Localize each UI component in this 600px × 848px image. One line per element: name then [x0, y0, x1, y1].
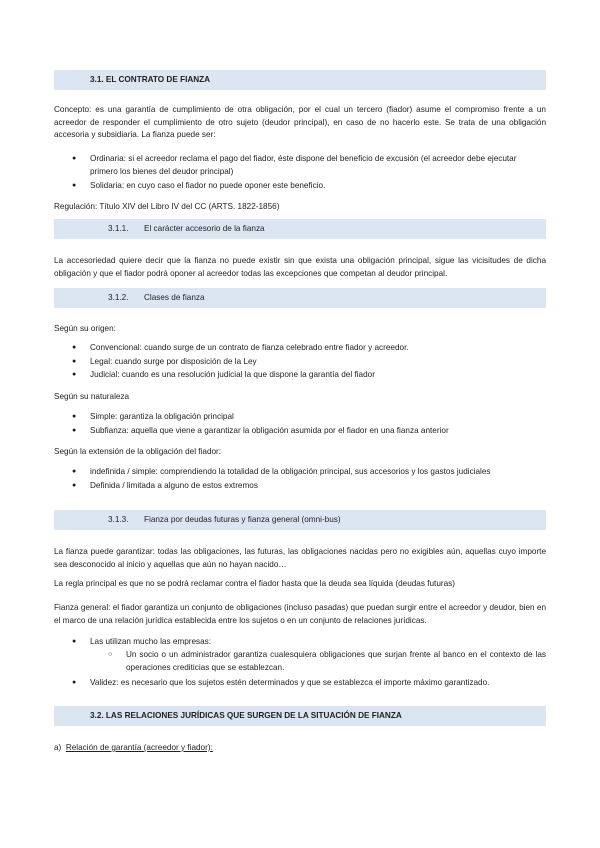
bullet-icon: ●	[72, 344, 77, 351]
section-heading-3-2	[54, 706, 546, 726]
list-item-text: Solidaria: en cuyo caso el fiador no puede oponer este beneficio.	[90, 181, 326, 190]
list-item-text: Judicial: cuando es una resolución judicial la que dispone la garantía del fiador	[90, 370, 375, 379]
sub-list-item	[108, 649, 546, 674]
segun-origen-label: Según su origen:	[54, 324, 116, 333]
list-item	[72, 425, 449, 438]
list-item-text: Las utilizan mucho las empresas:	[90, 637, 212, 646]
list-item-text: Convencional: cuando surge de un contrato de fianza celebrado entre fiador y acreedor.	[90, 343, 409, 352]
circle-bullet-icon: ○	[108, 651, 113, 658]
section-heading-3-1-3	[54, 510, 546, 530]
list-item	[72, 480, 258, 493]
section-heading-3-1-2	[54, 288, 546, 308]
list-item-text: Validez: es necesario que los sujetos estén determinados y que se establezca el importe máximo garantizado.	[90, 678, 490, 687]
regla-paragraph: La regla principal es que no se podrá reclamar contra el fiador hasta que la deuda sea líquida (deudas futuras)	[54, 579, 455, 588]
bullet-icon: ●	[72, 482, 77, 489]
bullet-icon: ●	[72, 413, 77, 420]
accesoriedad-paragraph: La accesoriedad quiere decir que la fianza no puede existir sin que exista una obligación principal, sigue las vicisitudes de dicha obligación y que el fiador podrá oponer al acreedor todas las excepciones que competan al deudor principal.	[54, 256, 546, 278]
concepto-paragraph: Concepto: es una garantía de cumplimiento de otra obligación, por el cual un tercero (fiador) asume el compromiso frente a un acreedor de responder el cumplimiento de otro sujeto (deudor principal), en caso de no hacerlo este. Se trata de una obligación accesoria y subsidiaria. La fianza puede ser:	[54, 105, 546, 140]
fianza-general-paragraph: Fianza general: el fiador garantiza un conjunto de obligaciones (incluso pasadas) que puedan surgir entre el acreedor y deudor, bien en el marco de una relación jurídica establecida entre los sujetos o en un conjunto de relaciones jurídicas.	[54, 603, 546, 625]
list-item	[72, 369, 375, 382]
list-item-text: Un socio o un administrador garantiza cualesquiera obligaciones que surjan frente al banco en el contexto de las operaciones crediticias que se establezcan.	[126, 650, 546, 672]
relacion-a-line	[54, 742, 213, 754]
list-item	[72, 180, 546, 193]
list-item	[72, 356, 257, 369]
list-item	[72, 411, 234, 424]
bullet-icon: ●	[72, 358, 77, 365]
segun-naturaleza-label: Según su naturaleza	[54, 392, 130, 401]
list-item	[72, 342, 409, 355]
bullet-icon: ●	[72, 427, 77, 434]
garantizar-paragraph: La fianza puede garantizar: todas las obligaciones, las futuras, las obligaciones nacidas pero no exigibles aún, aquellas cuyo importe sea desconocido al inicio y aquellas que aún no hayan nacido…	[54, 547, 546, 569]
list-item	[72, 466, 491, 479]
list-item	[72, 636, 212, 649]
bullet-icon: ●	[72, 371, 77, 378]
heading-number: 3.1.3.	[108, 515, 129, 524]
heading-number: 3.1.2.	[108, 293, 129, 302]
list-item-text: indefinida / simple: comprendiendo la totalidad de la obligación principal, sus accesorios y los gastos judiciales	[90, 467, 491, 476]
bullet-icon: ●	[72, 468, 77, 475]
heading-text: Fianza por deudas futuras y fianza general (omni-bus)	[144, 515, 341, 524]
section-heading-3-1	[54, 70, 546, 90]
heading-number: 3.1.1.	[108, 224, 129, 233]
bullet-icon: ●	[72, 182, 77, 189]
relacion-a-title: Relación de garantía (acreedor y fiador):	[65, 743, 213, 752]
segun-extension-label: Según la extensión de la obligación del fiador:	[54, 447, 222, 456]
heading-text: Clases de fianza	[144, 293, 205, 302]
list-item-text: Legal: cuando surge por disposición de la Ley	[90, 357, 257, 366]
list-item-text: Ordinaria: si el acreedor reclama el pago del fiador, éste dispone del beneficio de excusión (el acreedor debe ejecutar primero los bienes del deudor principal)	[90, 154, 517, 176]
bullet-icon: ●	[72, 679, 77, 686]
list-item	[72, 153, 546, 178]
section-heading-3-1-1	[54, 219, 546, 239]
regulacion-line: Regulación: Título XIV del Libro IV del CC (ARTS. 1822-1856)	[54, 202, 280, 211]
list-item-text: Simple: garantiza la obligación principal	[90, 412, 234, 421]
list-item	[72, 677, 490, 690]
bullet-icon: ●	[72, 638, 77, 645]
heading-text: 3.1. EL CONTRATO DE FIANZA	[90, 75, 211, 84]
heading-text: 3.2. LAS RELACIONES JURÍDICAS QUE SURGEN DE LA SITUACIÓN DE FIANZA	[90, 711, 402, 720]
heading-text: El carácter accesorio de la fianza	[144, 224, 265, 233]
list-item-text: Definida / limitada a alguno de estos extremos	[90, 481, 258, 490]
list-item-text: Subfianza: aquella que viene a garantizar la obligación asumida por el fiador en una fianza anterior	[90, 426, 449, 435]
bullet-icon: ●	[72, 155, 77, 162]
list-marker: a)	[54, 743, 62, 752]
